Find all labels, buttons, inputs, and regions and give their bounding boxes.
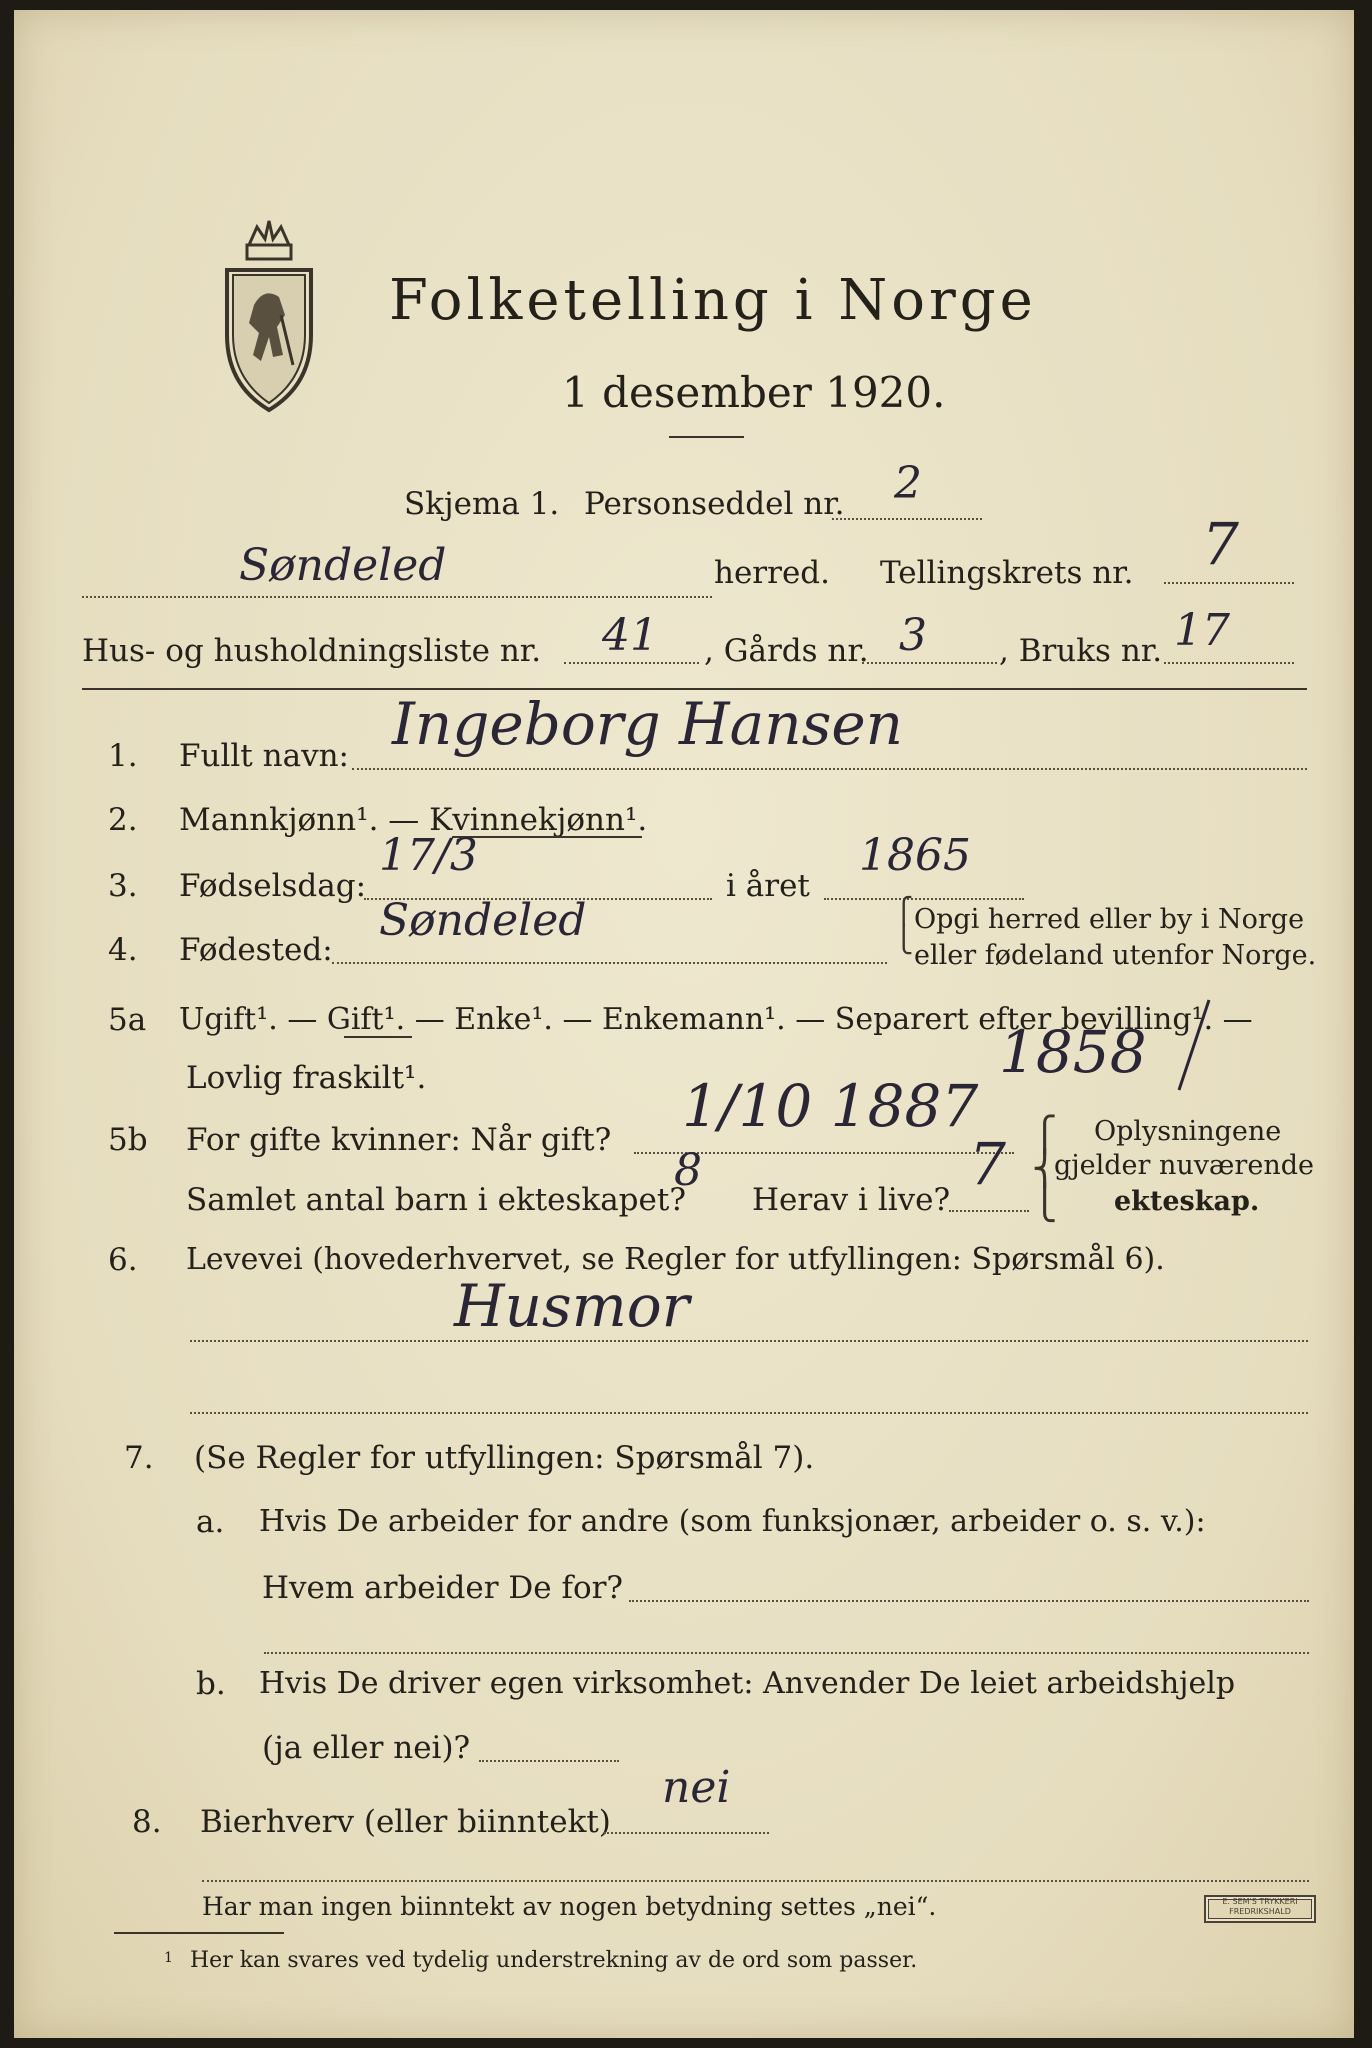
q4-brace: ⎧ ⎩ (894, 897, 914, 955)
q5b-number: 5b (108, 1122, 148, 1158)
q7a-line2: Hvem arbeider De for? (262, 1570, 624, 1606)
q7a-line1: Hvis De arbeider for andre (som funksjonær, arbeider o. s. v.): (259, 1504, 1206, 1539)
alive-line (949, 1210, 1029, 1212)
q1-label: Fullt navn: (179, 738, 349, 774)
gender-underline (452, 836, 642, 838)
footnote-text: Her kan svares ved tydelig understrekning av de ord som passer. (190, 1948, 918, 1973)
title-divider (669, 436, 744, 438)
printer-stamp-line1: E. SEM'S TRYKKERI (1222, 1897, 1298, 1906)
gards-value: 3 (899, 610, 927, 661)
q1-number: 1. (108, 738, 138, 774)
herred-label: herred. (714, 555, 830, 591)
q8-number: 8. (132, 1804, 162, 1840)
pen-stroke-mark (1169, 995, 1219, 1095)
q8-line2 (202, 1880, 1309, 1882)
q8-line1 (604, 1832, 769, 1834)
skjema-label: Skjema 1. (404, 486, 560, 522)
q7b-line1: Hvis De driver egen virksomhet: Anvender De leiet arbeidshjelp (259, 1666, 1236, 1701)
q5a-number: 5a (108, 1002, 147, 1038)
children-label: Samlet antal barn i ekteskapet? (186, 1182, 686, 1218)
civil-status-line2: Lovlig fraskilt¹. (186, 1060, 427, 1096)
q4-number: 4. (108, 932, 138, 968)
alive-label: Herav i live? (752, 1182, 951, 1218)
marriage-date-value: 1/10 1887 (682, 1072, 979, 1140)
personseddel-value: 2 (894, 458, 922, 509)
alive-count-value: 7 (969, 1130, 1006, 1198)
q3-year-line (824, 898, 1024, 900)
printer-stamp (1204, 1895, 1316, 1923)
q7b-number: b. (196, 1666, 226, 1702)
birthplace-value: Søndeled (379, 895, 587, 946)
birthday-value: 17/3 (379, 830, 478, 881)
tellingskrets-label: Tellingskrets nr. (880, 555, 1134, 591)
form-title: Folketelling i Norge (389, 268, 1037, 333)
tellingskrets-line (1164, 582, 1294, 584)
gender-options: Mannkjønn¹. — Kvinnekjønn¹. (179, 802, 648, 838)
gards-label: , Gårds nr. (704, 633, 869, 669)
husliste-line (564, 662, 699, 664)
q6-label: Levevei (hovederhvervet, se Regler for utfyllingen: Spørsmål 6). (186, 1242, 1165, 1277)
bruks-value: 17 (1174, 605, 1230, 656)
q4-note-line2: eller fødeland utenfor Norge. (914, 940, 1317, 971)
norwegian-coat-of-arms-icon (219, 215, 319, 415)
footnote-rule (114, 1932, 284, 1934)
herred-line (82, 596, 712, 598)
q1-line (352, 768, 1307, 770)
occupation-value: Husmor (454, 1272, 690, 1340)
civil-status-underline (344, 1036, 412, 1038)
q4-note-line1: Opgi herred eller by i Norge (914, 904, 1305, 935)
q4-label: Fødested: (179, 932, 333, 968)
q7b-answer-line (479, 1760, 619, 1762)
q7a-answer-line1 (629, 1600, 1309, 1602)
bruks-line (1164, 662, 1294, 664)
q5b-note-line2: gjelder nuværende (1054, 1150, 1314, 1181)
personseddel-label: Personseddel nr. (584, 486, 845, 522)
q2-number: 2. (108, 802, 138, 838)
bruks-label: , Bruks nr. (999, 633, 1163, 669)
footnote-mark: 1 (164, 1950, 173, 1966)
footer-note: Har man ingen biinntekt av nogen betydning settes „nei“. (202, 1892, 937, 1921)
q4-line (332, 962, 887, 964)
q6-line1 (190, 1340, 1308, 1342)
printer-stamp-line2: FREDRIKSHALD (1229, 1907, 1291, 1916)
birth-year-value: 1865 (859, 830, 971, 881)
husliste-label: Hus- og husholdningsliste nr. (82, 633, 542, 669)
marriage-year-margin-note: 1858 (999, 1018, 1147, 1086)
census-form-sheet (14, 10, 1354, 2038)
side-income-value: nei (662, 1762, 731, 1813)
children-count-value: 8 (674, 1145, 702, 1196)
q7-number: 7. (124, 1440, 154, 1476)
q5b-note-line1: Oplysningene (1094, 1116, 1282, 1147)
q5b-label: For gifte kvinner: Når gift? (186, 1122, 612, 1158)
q3-label: Fødselsdag: (179, 868, 367, 904)
q6-line2 (190, 1412, 1308, 1414)
q3-year-label: i året (726, 868, 810, 904)
q5b-brace: ⎧ ⎨ ⎩ (1032, 1115, 1058, 1223)
full-name-value: Ingeborg Hansen (392, 690, 904, 758)
tellingskrets-value: 7 (1202, 510, 1239, 578)
q6-number: 6. (108, 1242, 138, 1278)
gards-line (862, 662, 997, 664)
q7a-number: a. (196, 1504, 225, 1540)
q5b-note-line3: ekteskap. (1114, 1186, 1260, 1217)
husliste-value: 41 (602, 610, 658, 661)
q8-label: Bierhverv (eller biinntekt) (200, 1804, 611, 1840)
form-date: 1 desember 1920. (562, 368, 946, 417)
personseddel-line (832, 518, 982, 520)
q7a-answer-line2 (264, 1652, 1309, 1654)
q7-label: (Se Regler for utfyllingen: Spørsmål 7). (194, 1440, 815, 1476)
herred-value: Søndeled (239, 540, 447, 591)
civil-status-options: Ugift¹. — Gift¹. — Enke¹. — Enkemann¹. — Separert efter bevilling¹. — (179, 1002, 1253, 1037)
q3-number: 3. (108, 868, 138, 904)
q7b-line2: (ja eller nei)? (262, 1730, 471, 1766)
